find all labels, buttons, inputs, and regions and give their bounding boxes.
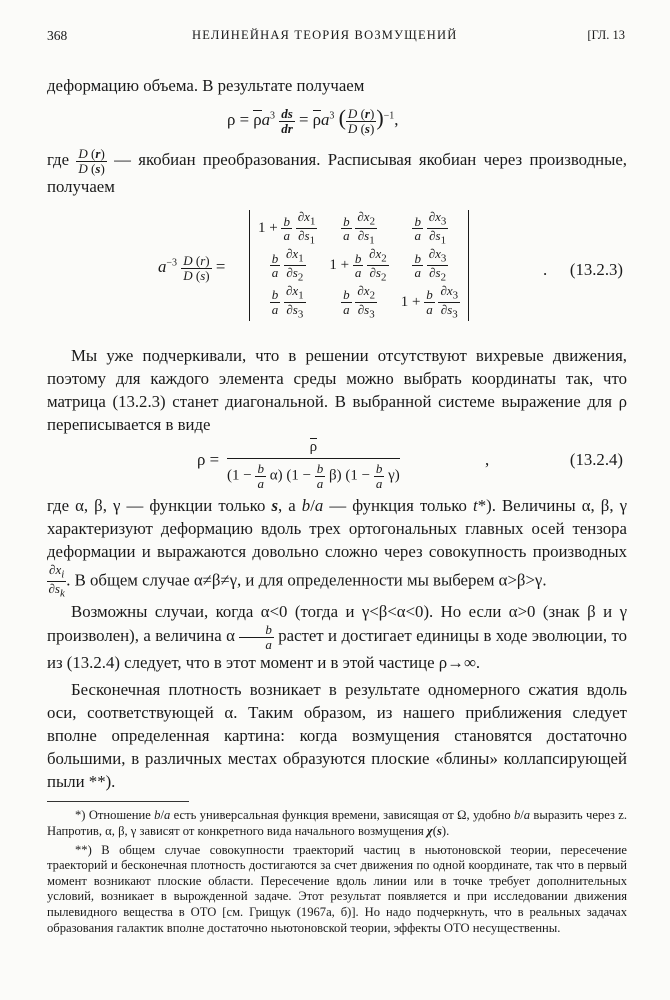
p4-text-a: где α, β, γ — функции только [47,496,266,516]
paragraph-2 [47,147,627,198]
equation-jacobian-matrix: $a^{-3}$ $\frac{D (r)}{D (s)}$ = 1 + $\frac{b}{a}$ $\frac{\partial x_1}{\partial s_1}$ $\frac{b}{a}$ $\frac{\partial x_2}{\partial s_1}$ $\frac{b}{a}$ $\frac{\partial x_3}{\partial s_1}$ $\frac{b}{a}$ $\frac{\partial x_1}{\partial s_2}$ 1 + $\frac{b}{a}$ $\frac{\partial x_2}{\partial s_2}$ $\frac{b}{a}$ $\frac{\partial x_3}{\partial s_2}$ $\frac{b}{a}$ $\frac{\partial x_1}{\partial s_3}$ $\frac{b}{a}$ $\frac{\partial x_2}{\partial s_3}$ 1 + $\frac{b}{a}$ $\frac{\partial x_3}{\partial s_3}$ . (13.2.3) [158,209,623,321]
p4-text-e: . В общем случае α≠β≠γ, и для определенности мы выберем α>β>γ. [66,570,547,590]
running-header [47,28,627,50]
footnote-1-text-c: выразить через z. Напротив, α, β, γ зависят от конкретного вида начального возмущения [47,808,628,839]
p5-text-a: Возможны случаи, когда α<0 (тогда и γ<β<α<0). Но если α>0 (знак β и γ произволен), а величина [47,602,627,646]
paragraph-4: где α, β, γ — функции только s, а b/a — функция только t*). Величины α, β, γ характеризуют деформацию вдоль трех ортогональных главных осей тензора деформации и выражаются довольно сложно через совокупность производных $\frac{\partial x_i}{\partial s_k}$ . В общем случае α≠β≠γ, и для определенности мы выберем α>β>γ. [47,496,628,600]
equation-density: $\rho = \rho a^3$ $\frac{ds}{dr}$ = $\rho a^3$ ( $\frac{D (r)}{D (s)}$ )$^{-1}$, [227,105,399,136]
page-number: 368 [47,28,68,43]
footnote-1-text-a: *) Отношение [75,808,151,823]
chapter-label: [ГЛ. 13 [587,28,625,42]
equation-number-13-2-3: (13.2.3) [569,260,623,280]
paragraph-3: Мы уже подчеркивали, что в решении отсутствуют вихревые движения, поэтому для каждого элемента среды можно выбрать координаты так, что матрица (13.2.3) станет диагональной. В выбранной системе выражение для ρ переписывается в виде [47,346,627,435]
p4-text-d: Величины α, β, γ характеризуют деформацию вдоль трех ортогональных главных осей тензора деформации и выражаются довольно сложно через совокупность производных [47,496,628,562]
paragraph-5: Возможны случаи, когда α<0 (тогда и γ<β<α<0). Но если α>0 (знак β и γ произволен), а величина α $\frac{b}{a}$ растет и достигает единицы в ходе эволюции, то из (13.2.4) следует, что в этот момент и в этой частице ρ→∞. [47,602,627,673]
footnote-2: **) В общем случае совокупности траекторий частиц в ньютоновской теории, пересечение траекторий и бесконечная плотность достигаются за счет движения по одной координате, так что в первый момент возникают плоские области. Пересечение вдоль линии или в точке требует дополнительных условий, возникает в вырожденной задаче. Этот результат появляется и при исследовании движения пылевидного вещества в ОТО [см. Грищук (1967а, б)]. Но надо подчеркнуть, что в реальных задачах образования галактик вполне достаточно ньютоновской теории, эффекты ОТО несущественны. [47,842,627,935]
footnote-separator [47,801,189,802]
partial-derivative: $\frac{\partial x_i}{\partial s_k}$ [48,562,65,600]
paragraph-1: деформацию объема. В результате получаем [47,76,365,95]
p5-text-b: растет и достигает единицы в ходе эволюции, то из (13.2.4) следует, что в этот момент и в этой частице ρ→∞. [47,626,627,673]
p2-text-b: — якобиан преобразования. Расписывая якобиан через производные, получаем [47,150,628,197]
footnote-1-text-b: есть универсальная функция времени, зависящая от Ω, удобно [173,808,511,823]
p2-text-a: где [47,150,70,169]
equation-number-13-2-4: (13.2.4) [569,450,623,470]
p4-text-b: , а [277,496,296,516]
p4-text-c: — функция только [329,496,467,516]
page [47,28,627,936]
equation-density-diagonal: ρ = ρ (1 − $\frac{b}{a}$ α) (1 − $\frac{b}{a}$ β) (1 − $\frac{b}{a}$ γ) , (13.2.4) [197,439,623,491]
footnote-1: *) Отношение b/a есть универсальная функция времени, зависящая от Ω, удобно b/a выразить через z. Напротив, α, β, γ зависят от конкретного вида начального возмущения χ(s). [47,808,628,839]
paragraph-6: Бесконечная плотность возникает в результате одномерного сжатия вдоль оси, соответствующей α. Таким образом, из нашего приближения следует вполне определенная картина: когда возмущения становятся достаточно большими, в различных местах образуются плоские «блины» коллапсирующей пыли **). [47,680,627,792]
running-title: НЕЛИНЕЙНАЯ ТЕОРИЯ ВОЗМУЩЕНИЙ [192,28,458,42]
jacobian-fraction: $\frac{D (r)}{D (s)}$ [78,146,105,176]
